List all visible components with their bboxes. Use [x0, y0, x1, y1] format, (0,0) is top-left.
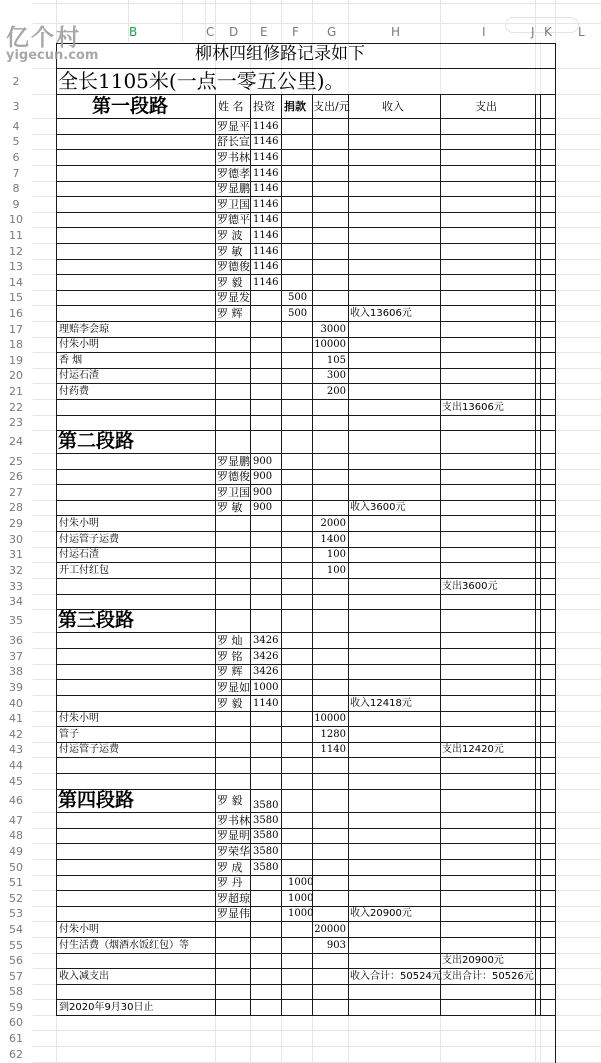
row-number[interactable]: 19 [9, 353, 23, 367]
header-outgo: 支出 [475, 100, 497, 113]
invest-cell: 900 [253, 455, 273, 467]
expense-cell: 100 [326, 564, 346, 576]
column-header-k[interactable]: K [544, 25, 552, 39]
row-number[interactable]: 50 [9, 860, 23, 874]
table-border [540, 94, 541, 1015]
row-number[interactable]: 38 [9, 665, 23, 678]
name-cell: 罗德孝 [217, 166, 250, 180]
name-cell: 罗 毅 [217, 275, 243, 289]
header-invest: 投资 [253, 100, 275, 113]
table-border [56, 165, 555, 166]
column-header-f[interactable]: F [292, 25, 299, 39]
column-header-j[interactable]: J [531, 25, 535, 39]
gridline [535, 0, 536, 42]
item-cell: 收入减支出 [59, 970, 109, 982]
invest-cell: 900 [253, 486, 273, 498]
name-cell: 罗 铭 [217, 649, 243, 663]
row-number[interactable]: 18 [9, 338, 23, 351]
row-number[interactable]: 4 [12, 119, 20, 133]
table-border [56, 828, 555, 829]
name-cell: 罗 波 [217, 228, 243, 242]
row-number[interactable]: 34 [9, 595, 23, 608]
gridline [250, 0, 251, 42]
row-number[interactable]: 22 [9, 400, 23, 414]
expense-cell: 300 [326, 370, 346, 381]
table-border [56, 212, 555, 213]
name-cell: 罗 灿 [217, 633, 243, 647]
expense-cell: 10000 [314, 713, 346, 724]
column-header-c[interactable]: C [206, 25, 215, 39]
row-number[interactable]: 48 [9, 829, 23, 842]
expense-cell: 20000 [314, 923, 346, 935]
table-border [215, 94, 216, 1015]
table-border [56, 921, 555, 922]
table-border [56, 726, 555, 727]
table-border [56, 94, 57, 1015]
column-header-l[interactable]: L [578, 25, 585, 39]
name-cell: 罗 毅 [217, 794, 243, 807]
row-number[interactable]: 7 [12, 166, 20, 180]
name-cell: 罗书林 [217, 813, 250, 827]
table-border [56, 711, 555, 712]
name-cell: 罗卫国 [217, 485, 250, 499]
name-cell: 罗显鹏 [217, 182, 250, 195]
segment-title-4: 第四段路 [58, 789, 135, 811]
invest-cell: 3580 [253, 845, 279, 857]
item-cell: 管子 [59, 728, 79, 740]
item-cell: 到2020年9月30日止 [59, 1001, 154, 1013]
donate-cell: 1000 [288, 908, 314, 919]
table-border [56, 773, 555, 774]
row-number[interactable]: 8 [12, 182, 20, 195]
table-border [56, 562, 555, 563]
expense-cell: 105 [326, 354, 346, 366]
item-cell: 付朱小明 [59, 923, 99, 935]
row-number[interactable]: 10 [9, 213, 23, 226]
name-cell: 罗 成 [217, 860, 243, 874]
row-number[interactable]: 9 [12, 197, 20, 211]
table-border [56, 68, 57, 94]
item-cell: 付运石渣 [59, 549, 99, 560]
row-number[interactable]: 26 [9, 470, 23, 483]
row-number[interactable]: 58 [9, 985, 23, 998]
table-border [56, 243, 555, 244]
watermark [6, 26, 98, 63]
name-cell: 罗德平 [217, 213, 250, 226]
row-number[interactable]: 40 [9, 696, 23, 710]
name-cell: 罗卫国 [217, 197, 250, 211]
row-number[interactable]: 42 [9, 727, 23, 741]
name-cell: 罗荣华 [217, 844, 250, 858]
row-number[interactable]: 46 [9, 794, 23, 807]
invest-cell: 1146 [253, 229, 279, 241]
item-cell: 付生活费（烟酒水饭红包）等 [59, 939, 189, 951]
invest-cell: 1146 [253, 136, 279, 147]
gridline [33, 3, 601, 4]
invest-cell: 1146 [253, 120, 279, 132]
item-cell: 付运石渣 [59, 370, 99, 381]
outgo-cell: 支出13606元 [442, 401, 504, 413]
invest-cell: 1146 [253, 276, 279, 288]
row-number[interactable]: 32 [9, 563, 23, 577]
table-border [56, 1015, 555, 1016]
row-number[interactable]: 57 [9, 969, 23, 983]
column-header-b[interactable]: B [129, 25, 138, 39]
row-number[interactable]: 51 [9, 876, 23, 889]
row-number[interactable]: 39 [9, 680, 23, 694]
expense-cell: 3000 [320, 323, 346, 335]
table-border [56, 415, 555, 416]
row-number[interactable]: 45 [9, 774, 23, 788]
table-border [56, 679, 555, 680]
row-number[interactable]: 23 [9, 416, 23, 429]
table-border [56, 321, 555, 322]
table-border [56, 515, 555, 516]
column-header-d[interactable]: D [229, 25, 239, 39]
name-cell: 罗显平 [217, 119, 250, 133]
gridline [312, 0, 313, 42]
invest-cell: 900 [253, 502, 273, 513]
donate-cell: 1000 [288, 877, 314, 888]
row-number[interactable]: 3 [12, 99, 20, 113]
item-cell: 付运管子运费 [59, 533, 119, 545]
invest-cell: 1146 [253, 214, 279, 225]
gridline [33, 1046, 601, 1047]
sheet-subtitle: 全长1105米(一点一零五公里)。 [58, 69, 345, 93]
table-border [56, 632, 555, 633]
item-cell: 香 烟 [59, 354, 83, 366]
row-number[interactable]: 36 [9, 633, 23, 647]
row-number[interactable]: 31 [9, 548, 23, 561]
item-cell: 开工付红包 [59, 564, 109, 576]
toolbar-pill-button[interactable] [505, 17, 579, 33]
invest-cell: 1146 [253, 261, 279, 272]
name-cell: 罗显发 [217, 291, 250, 304]
row-number[interactable]: 21 [9, 384, 23, 398]
table-border [56, 547, 555, 548]
row-number[interactable]: 5 [12, 135, 20, 148]
row-number[interactable]: 14 [9, 275, 23, 289]
table-border [56, 196, 555, 197]
table-border [56, 812, 555, 813]
table-border [56, 648, 555, 649]
header-donate: 捐款 [284, 100, 306, 113]
name-cell: 舒长宣 [217, 135, 250, 148]
table-border [535, 94, 536, 1015]
row-number[interactable]: 61 [9, 1031, 23, 1045]
invest-cell: 1140 [253, 697, 279, 709]
header-expense: 支出/元 [313, 100, 350, 113]
watermark-logo: 亿个村 [6, 24, 81, 51]
item-cell: 付朱小明 [59, 339, 99, 350]
table-border [281, 94, 282, 1015]
gridline [281, 0, 282, 42]
name-cell: 罗显鹏 [217, 454, 250, 468]
table-border [56, 368, 555, 369]
invest-cell: 3426 [253, 634, 279, 646]
item-cell: 付朱小明 [59, 517, 99, 529]
donate-cell: 500 [288, 307, 308, 319]
invest-cell: 3580 [253, 861, 279, 873]
gridline [33, 23, 601, 24]
donate-cell: 500 [288, 292, 308, 303]
income-cell: 收入20900元 [350, 908, 412, 919]
segment-title-2: 第二段路 [58, 430, 135, 452]
row-number[interactable]: 2 [12, 74, 20, 88]
donate-cell: 1000 [288, 892, 314, 904]
invest-cell: 1146 [253, 198, 279, 210]
outgo-cell: 支出合计：50526元 [442, 970, 534, 982]
row-number[interactable]: 20 [9, 369, 23, 382]
gridline [128, 0, 129, 42]
gridline [440, 0, 441, 42]
invest-cell: 1000 [253, 681, 279, 693]
invest-cell: 3426 [253, 650, 279, 662]
table-border [56, 118, 555, 119]
table-border [56, 594, 555, 595]
table-border [56, 469, 555, 470]
item-cell: 付运管子运费 [59, 744, 119, 755]
sheet-title: 柳林四组修路记录如下 [195, 44, 365, 64]
gridline [33, 1030, 601, 1031]
expense-cell: 2000 [320, 517, 346, 529]
row-number[interactable]: 52 [9, 891, 23, 905]
expense-cell: 1140 [320, 744, 346, 755]
expense-cell: 200 [326, 385, 346, 397]
table-border [56, 274, 555, 275]
table-border [56, 134, 555, 135]
table-border [56, 259, 555, 260]
row-number[interactable]: 49 [9, 844, 23, 858]
table-border [56, 531, 555, 532]
row-number[interactable]: 56 [9, 954, 23, 967]
table-border [555, 94, 556, 1015]
table-border [440, 94, 441, 1015]
expense-cell: 903 [326, 939, 346, 951]
row-number[interactable]: 35 [9, 614, 23, 627]
name-cell: 罗 丹 [217, 876, 243, 889]
row-number[interactable]: 62 [9, 1047, 23, 1061]
expense-cell: 1400 [320, 533, 346, 545]
expense-cell: 10000 [314, 339, 346, 350]
expense-cell: 100 [326, 549, 346, 560]
table-border [56, 149, 555, 150]
name-cell: 罗书林 [217, 150, 250, 164]
row-number[interactable]: 47 [9, 813, 23, 827]
invest-cell: 3580 [253, 814, 279, 826]
table-border [56, 383, 555, 384]
row-number[interactable]: 15 [9, 291, 23, 304]
expense-cell: 1280 [320, 728, 346, 740]
name-cell: 罗 敏 [217, 244, 243, 258]
column-header-e[interactable]: E [260, 25, 268, 39]
table-border [56, 337, 555, 338]
name-cell: 罗德俊 [217, 260, 250, 273]
row-number[interactable]: 30 [9, 532, 23, 546]
row-number[interactable]: 43 [9, 743, 23, 756]
table-border [56, 181, 555, 182]
row-number[interactable]: 28 [9, 501, 23, 514]
name-cell: 罗 辉 [217, 306, 243, 320]
name-cell: 罗显如 [217, 680, 250, 694]
invest-cell: 1146 [253, 183, 279, 194]
name-cell: 罗 毅 [217, 696, 243, 710]
segment-title-3: 第三段路 [58, 609, 135, 631]
row-number[interactable]: 53 [9, 907, 23, 920]
row-number[interactable]: 13 [9, 260, 23, 273]
table-border [56, 484, 555, 485]
table-border [56, 984, 555, 985]
name-cell: 罗 敏 [217, 501, 243, 514]
gridline [215, 0, 216, 42]
income-cell: 收入合计：50524元 [350, 970, 442, 982]
outgo-cell: 支出20900元 [442, 955, 504, 966]
row-number[interactable]: 44 [9, 758, 23, 772]
name-cell: 罗超琼 [217, 891, 250, 905]
row-number[interactable]: 33 [9, 579, 23, 593]
income-cell: 收入3600元 [350, 502, 406, 513]
row-number[interactable]: 16 [9, 306, 23, 320]
row-number[interactable]: 59 [9, 1000, 23, 1014]
row-number[interactable]: 37 [9, 649, 23, 663]
income-cell: 收入13606元 [350, 307, 412, 319]
income-cell: 收入12418元 [350, 697, 412, 709]
invest-cell: 1146 [253, 151, 279, 163]
row-number[interactable]: 41 [9, 712, 23, 725]
column-header-h[interactable]: H [391, 25, 401, 39]
row-number[interactable]: 27 [9, 485, 23, 499]
table-border [56, 453, 555, 454]
table-border [250, 94, 251, 1015]
table-border [56, 664, 555, 665]
row-number[interactable]: 29 [9, 516, 23, 530]
table-border [56, 352, 555, 353]
table-border [56, 500, 555, 501]
table-border [56, 695, 555, 696]
gridline [205, 0, 206, 42]
table-border [56, 843, 555, 844]
gridline [348, 0, 349, 42]
row-number[interactable]: 60 [9, 1016, 23, 1029]
item-cell: 付朱小明 [59, 713, 99, 724]
row-number[interactable]: 54 [9, 922, 23, 936]
column-header-i[interactable]: I [482, 25, 486, 39]
row-number[interactable]: 12 [9, 244, 23, 258]
name-cell: 罗 辉 [217, 665, 243, 678]
table-border [348, 94, 349, 1015]
table-border [56, 859, 555, 860]
invest-cell: 1146 [253, 167, 279, 179]
watermark-url: yigecun.com [6, 48, 99, 63]
item-cell: 理赔李会琼 [59, 323, 109, 335]
table-border [56, 757, 555, 758]
header-name: 姓 名 [218, 100, 244, 113]
row-number[interactable]: 24 [9, 435, 23, 448]
gridline [182, 0, 183, 42]
column-header-g[interactable]: G [327, 25, 337, 39]
segment-title-1: 第一段路 [92, 95, 169, 117]
invest-cell: 3426 [253, 666, 279, 677]
name-cell: 罗德俊 [217, 470, 250, 483]
header-income: 收入 [382, 100, 404, 113]
row-number[interactable]: 11 [9, 228, 23, 242]
name-cell: 罗显伟 [217, 907, 250, 920]
outgo-cell: 支出3600元 [442, 580, 498, 592]
invest-cell: 3580 [253, 800, 279, 811]
invest-cell: 900 [253, 471, 273, 482]
gridline [555, 0, 556, 42]
row-number[interactable]: 25 [9, 454, 23, 468]
name-cell: 罗显明 [217, 829, 250, 842]
outgo-cell: 支出12420元 [442, 744, 504, 755]
invest-cell: 3580 [253, 830, 279, 841]
item-cell: 付药费 [59, 385, 89, 397]
row-number[interactable]: 17 [9, 322, 23, 336]
table-border [56, 227, 555, 228]
row-number[interactable]: 6 [12, 150, 20, 164]
invest-cell: 1146 [253, 245, 279, 257]
row-number[interactable]: 55 [9, 938, 23, 952]
